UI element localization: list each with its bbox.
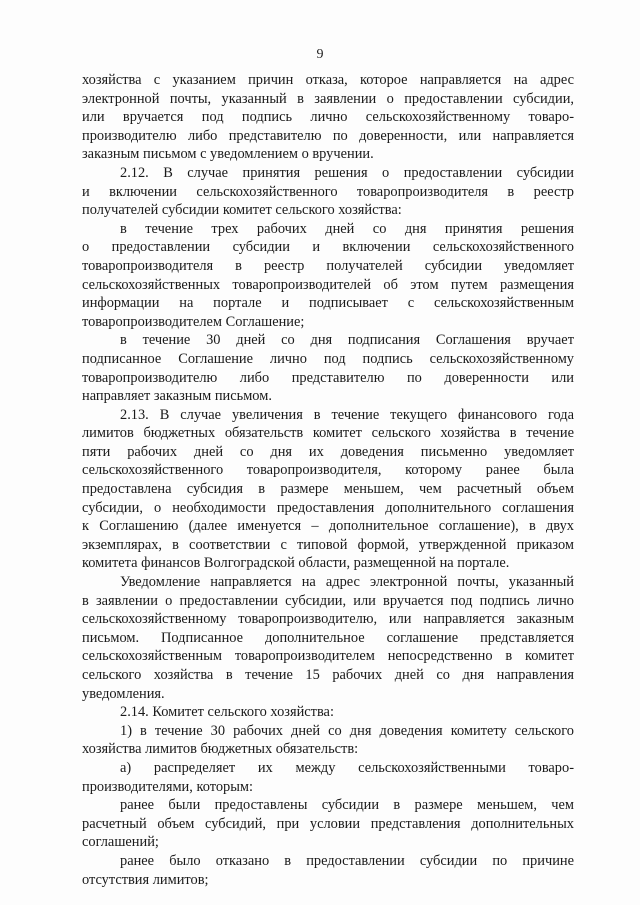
text-line: сельского хозяйства в течение 15 рабочих дней со дня направления	[82, 667, 574, 683]
text-line: хозяйства лимитов бюджетных обязательств:	[82, 741, 359, 758]
text-line: 2.13. В случае увеличения в течение текущего финансового года	[120, 406, 574, 423]
text-line: соглашений;	[82, 834, 159, 851]
text-line: заказным письмом с уведомлением о вручении.	[82, 146, 374, 163]
text-line: производителями, которым:	[82, 778, 253, 795]
text-line: ранее были предоставлены субсидии в размере меньшем, чем	[120, 797, 574, 814]
text-line: производителю либо представителю по доверенности, или направляется	[82, 127, 574, 144]
text-line: расчетный объем субсидий, при условии представления дополнительных	[82, 815, 574, 832]
text-line: в заявлении о предоставлении субсидии, или вручается под подпись лично	[82, 592, 574, 609]
text-line: направляет заказным письмом.	[82, 388, 272, 405]
text-line: получателей субсидии комитет сельского хозяйства:	[82, 202, 402, 219]
text-line: лимитов бюджетных обязательств комитет сельского хозяйства в течение	[82, 425, 574, 442]
text-line: Уведомление направляется на адрес электронной почты, указанный	[120, 574, 574, 591]
text-line: ранее было отказано в предоставлении субсидии по причине	[120, 852, 574, 869]
text-line: субсидии, о необходимости предоставления дополнительного соглашения	[82, 499, 574, 516]
text-line: предоставлена субсидия в размере меньшем, чем расчетный объем	[82, 481, 574, 498]
document-body	[82, 71, 574, 889]
text-line: сельскохозяйственному товаропроизводителю, или направляется заказным	[82, 611, 574, 628]
text-line: товаропроизводителя в реестр получателей субсидии уведомляет	[82, 257, 574, 274]
text-line: в течение 30 дней со дня подписания Соглашения вручает	[120, 332, 574, 349]
text-line: товаропроизводителем Соглашение;	[82, 313, 305, 330]
text-line: комитета финансов Волгоградской области, размещенной на портале.	[82, 555, 510, 572]
text-line: электронной почты, указанный в заявлении о предоставлении субсидии,	[82, 90, 574, 107]
text-line: о предоставлении субсидии и включении сельскохозяйственного	[82, 239, 574, 256]
text-line: в течение трех рабочих дней со дня принятия решения	[120, 220, 574, 237]
text-line: 2.12. В случае принятия решения о предоставлении субсидии	[120, 164, 574, 181]
text-line: к Соглашению (далее именуется – дополнительное соглашение), в двух	[82, 518, 574, 535]
text-line: подписанное Соглашение лично под подпись сельскохозяйственному	[82, 350, 574, 367]
text-line: хозяйства с указанием причин отказа, которое направляется на адрес	[82, 72, 574, 88]
text-line: письмом. Подписанное дополнительное соглашение представляется	[82, 629, 574, 646]
text-line: а) распределяет их между сельскохозяйственными товаро-	[120, 759, 574, 776]
text-line: или вручается под подпись лично сельскохозяйственному товаро-	[82, 109, 574, 126]
text-line: экземплярах, в соответствии с типовой формой, утвержденной приказом	[82, 536, 574, 553]
text-line: отсутствия лимитов;	[82, 871, 209, 888]
text-line: сельскохозяйственным товаропроизводителем непосредственно в комитет	[82, 648, 574, 665]
text-line: пяти рабочих дней со дня их доведения письменно уведомляет	[82, 443, 574, 460]
text-line: и включении сельскохозяйственного товаропроизводителя в реестр	[82, 183, 574, 200]
text-line: 2.14. Комитет сельского хозяйства:	[120, 704, 334, 721]
text-line: сельскохозяйственных товаропроизводителей об этом путем размещения	[82, 276, 574, 293]
text-line: информации на портале и подписывает с сельскохозяйственным	[82, 295, 574, 312]
text-line: товаропроизводителю либо представителю по доверенности или	[82, 369, 574, 386]
text-line: сельскохозяйственного товаропроизводителя, которому ранее была	[82, 462, 574, 479]
text-line: уведомления.	[82, 685, 165, 702]
page-number: 9	[316, 47, 324, 62]
text-line: 1) в течение 30 рабочих дней со дня доведения комитету сельского	[120, 722, 574, 739]
